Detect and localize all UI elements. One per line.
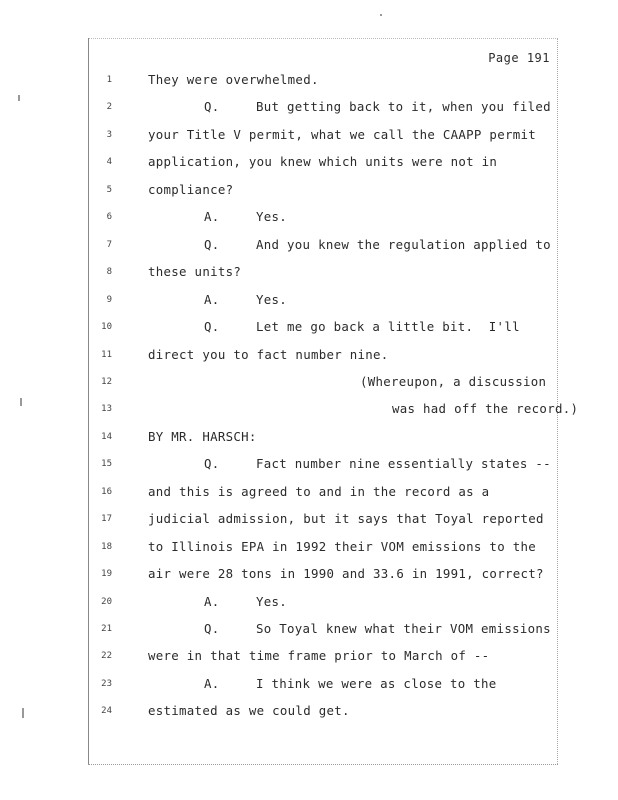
- line-text: [148, 564, 544, 584]
- speaker-label: Q.: [204, 237, 220, 252]
- line-number: 16: [101, 487, 112, 497]
- transcript-line: [96, 454, 556, 474]
- line-text: [204, 207, 287, 227]
- scan-speck: [22, 708, 24, 718]
- line-number: 22: [101, 651, 112, 661]
- transcript-line: [96, 701, 556, 721]
- line-number: 21: [101, 624, 112, 634]
- line-text: [148, 180, 233, 200]
- line-content: Fact number nine essentially states --: [256, 456, 551, 471]
- line-content: Yes.: [256, 594, 288, 609]
- transcript-line: [96, 125, 556, 145]
- line-text: [360, 372, 546, 392]
- page-border-top: [88, 38, 558, 39]
- page-border-left: [88, 38, 89, 764]
- line-text: [392, 399, 578, 419]
- line-content: They were overwhelmed.: [148, 72, 319, 87]
- transcript-line: [96, 235, 556, 255]
- transcript-line: [96, 564, 556, 584]
- transcript-line: [96, 262, 556, 282]
- line-number: 9: [106, 295, 112, 305]
- line-content: direct you to fact number nine.: [148, 347, 389, 362]
- transcript-line: [96, 399, 579, 419]
- line-text: [148, 701, 350, 721]
- line-number: 15: [101, 459, 112, 469]
- line-content: compliance?: [148, 182, 234, 197]
- line-number: 20: [101, 597, 112, 607]
- line-number: 8: [106, 267, 112, 277]
- line-number: 3: [106, 130, 112, 140]
- transcript-line: [96, 372, 556, 392]
- line-content: But getting back to it, when you filed: [256, 99, 551, 114]
- transcript-line: [96, 345, 556, 365]
- line-number: 24: [101, 706, 112, 716]
- line-number: 4: [106, 157, 112, 167]
- line-number: 14: [101, 432, 112, 442]
- transcript-line: [96, 537, 556, 557]
- page-border-bottom: [88, 764, 558, 765]
- speaker-label: A.: [204, 292, 220, 307]
- transcript-line: [96, 70, 556, 90]
- transcript-line: [96, 207, 556, 227]
- speaker-label: A.: [204, 209, 220, 224]
- line-content: Yes.: [256, 292, 288, 307]
- line-text: [204, 592, 287, 612]
- line-number: 12: [101, 377, 112, 387]
- speaker-label: Q.: [204, 621, 220, 636]
- line-text: [204, 317, 520, 337]
- line-content: (Whereupon, a discussion: [360, 374, 547, 389]
- line-content: and this is agreed to and in the record as a: [148, 484, 490, 499]
- line-text: [148, 125, 536, 145]
- line-text: [204, 97, 551, 117]
- transcript-line: [96, 97, 556, 117]
- line-text: [148, 262, 241, 282]
- line-text: [148, 509, 544, 529]
- line-content: your Title V permit, what we call the CAAPP permit: [148, 127, 536, 142]
- line-text: [148, 646, 489, 666]
- line-number: 6: [106, 212, 112, 222]
- line-text: [148, 152, 497, 172]
- line-content: Yes.: [256, 209, 288, 224]
- line-content: to Illinois EPA in 1992 their VOM emissions to the: [148, 539, 536, 554]
- transcript-line: [96, 427, 556, 447]
- line-text: [204, 235, 551, 255]
- scan-speck: [20, 398, 22, 406]
- line-content: these units?: [148, 264, 242, 279]
- line-text: [204, 290, 287, 310]
- line-content: estimated as we could get.: [148, 703, 350, 718]
- line-content: judicial admission, but it says that Toyal reported: [148, 511, 544, 526]
- line-number: 18: [101, 542, 112, 552]
- scan-speck: [380, 14, 382, 16]
- line-number: 17: [101, 514, 112, 524]
- transcript-line: [96, 509, 556, 529]
- line-number: 19: [101, 569, 112, 579]
- line-text: [148, 482, 489, 502]
- line-content: Let me go back a little bit. I'll: [256, 319, 520, 334]
- transcript-line: [96, 180, 556, 200]
- speaker-label: Q.: [204, 456, 220, 471]
- line-content: I think we were as close to the: [256, 676, 497, 691]
- line-text: [148, 427, 257, 447]
- line-content: air were 28 tons in 1990 and 33.6 in 1991, correct?: [148, 566, 544, 581]
- transcript-line: [96, 317, 556, 337]
- line-content: So Toyal knew what their VOM emissions: [256, 621, 551, 636]
- line-text: [148, 70, 319, 90]
- transcript-line: [96, 152, 556, 172]
- line-number: 23: [101, 679, 112, 689]
- transcript-line: [96, 674, 556, 694]
- line-content: BY MR. HARSCH:: [148, 429, 257, 444]
- speaker-label: Q.: [204, 99, 220, 114]
- line-text: [204, 454, 551, 474]
- line-number: 10: [101, 322, 112, 332]
- line-content: were in that time frame prior to March of --: [148, 648, 490, 663]
- speaker-label: A.: [204, 594, 220, 609]
- line-number: 2: [106, 102, 112, 112]
- line-number: 7: [106, 240, 112, 250]
- page-number: Page 191: [488, 51, 550, 65]
- line-number: 1: [106, 75, 112, 85]
- line-content: And you knew the regulation applied to: [256, 237, 551, 252]
- transcript-line: [96, 619, 556, 639]
- speaker-label: Q.: [204, 319, 220, 334]
- transcript-line: [96, 290, 556, 310]
- line-number: 5: [106, 185, 112, 195]
- line-number: 13: [101, 404, 112, 414]
- line-content: was had off the record.): [392, 401, 579, 416]
- line-text: [204, 674, 497, 694]
- transcript-line: [96, 482, 556, 502]
- scan-speck: [18, 95, 20, 101]
- line-text: [148, 345, 389, 365]
- transcript-line: [96, 646, 556, 666]
- transcript-line: [96, 592, 556, 612]
- line-text: [204, 619, 551, 639]
- line-number: 11: [101, 350, 112, 360]
- line-text: [148, 537, 536, 557]
- speaker-label: A.: [204, 676, 220, 691]
- line-content: application, you knew which units were not in: [148, 154, 498, 169]
